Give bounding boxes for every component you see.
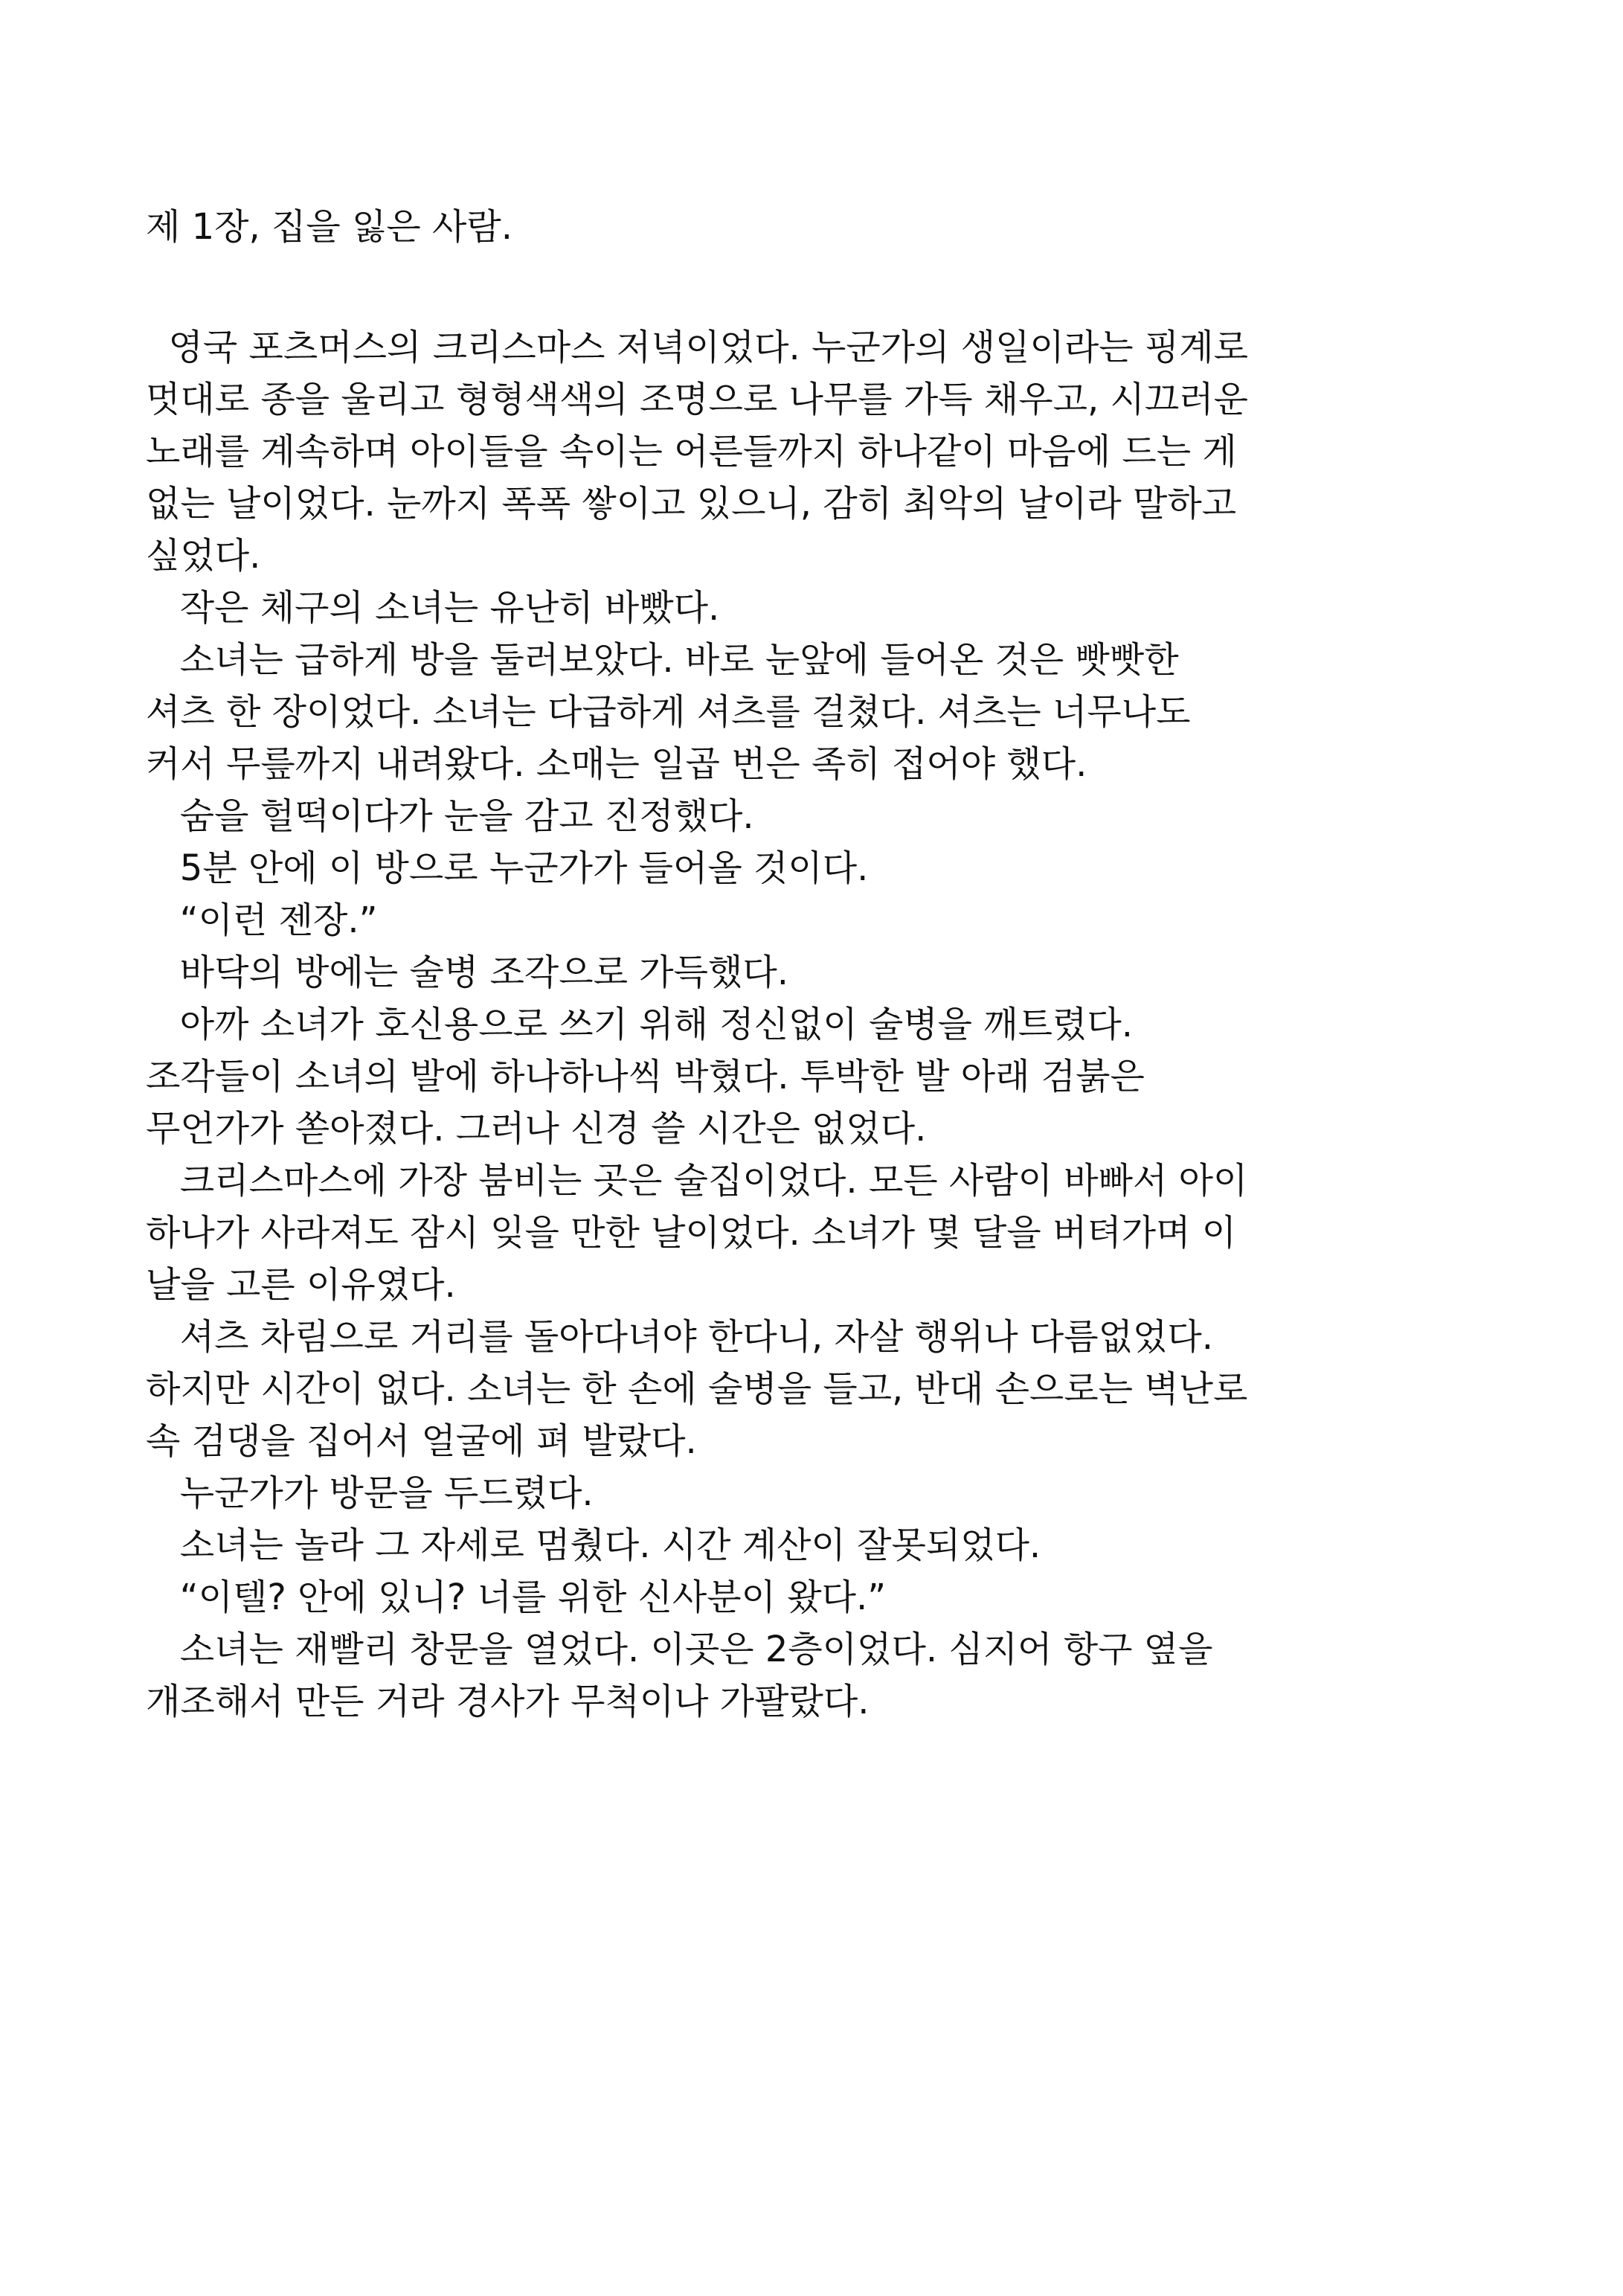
- text-line: 커서 무릎까지 내려왔다. 소매는 일곱 번은 족히 접어야 했다.: [146, 743, 1087, 785]
- text-line: 영국 포츠머스의 크리스마스 저녁이었다. 누군가의 생일이라는 핑계로: [146, 327, 1248, 368]
- text-line: 하나가 사라져도 잠시 잊을 만한 날이었다. 소녀가 몇 달을 버텨가며 이: [146, 1212, 1237, 1254]
- text-line: 작은 체구의 소녀는 유난히 바빴다.: [146, 587, 720, 629]
- text-line: 개조해서 만든 거라 경사가 무척이나 가팔랐다.: [146, 1681, 870, 1722]
- text-line: 날을 고른 이유였다.: [146, 1264, 456, 1306]
- text-line: 크리스마스에 가장 붐비는 곳은 술집이었다. 모든 사람이 바빠서 아이: [146, 1160, 1248, 1202]
- text-line: 바닥의 방에는 술병 조각으로 가득했다.: [146, 952, 788, 993]
- chapter-body: [146, 321, 1507, 1728]
- text-line: 노래를 계속하며 아이들을 속이는 어른들까지 하나같이 마음에 드는 게: [146, 431, 1237, 472]
- text-line: 속 검댕을 집어서 얼굴에 펴 발랐다.: [146, 1420, 697, 1462]
- text-line: 누군가가 방문을 두드렸다.: [146, 1472, 594, 1514]
- text-line: 셔츠 한 장이었다. 소녀는 다급하게 셔츠를 걸쳤다. 셔츠는 너무나도: [146, 691, 1191, 733]
- text-line: 아까 소녀가 호신용으로 쓰기 위해 정신없이 술병을 깨트렸다.: [146, 1004, 1134, 1045]
- text-line: 셔츠 차림으로 거리를 돌아다녀야 한다니, 자살 행위나 다름없었다.: [146, 1316, 1214, 1358]
- text-line: 5분 안에 이 방으로 누군가가 들어올 것이다.: [146, 847, 869, 889]
- text-line: 없는 날이었다. 눈까지 폭폭 쌓이고 있으니, 감히 최악의 날이라 말하고: [146, 483, 1237, 525]
- text-line: 조각들이 소녀의 발에 하나하나씩 박혔다. 투박한 발 아래 검붉은: [146, 1056, 1145, 1097]
- text-line: “이텔? 안에 있니? 너를 위한 신사분이 왔다.”: [146, 1577, 887, 1618]
- text-line: 하지만 시간이 없다. 소녀는 한 손에 술병을 들고, 반대 손으로는 벽난로: [146, 1368, 1248, 1410]
- text-line: 숨을 헐떡이다가 눈을 감고 진정했다.: [146, 795, 754, 837]
- text-line: 소녀는 재빨리 창문을 열었다. 이곳은 2층이었다. 심지어 항구 옆을: [146, 1629, 1213, 1670]
- text-line: 싶었다.: [146, 535, 261, 577]
- chapter-title: 제 1장, 집을 잃은 사람.: [146, 206, 513, 248]
- text-line: 소녀는 급하게 방을 둘러보았다. 바로 눈앞에 들어온 것은 빳빳한: [146, 639, 1179, 681]
- text-line: 소녀는 놀라 그 자세로 멈췄다. 시간 계산이 잘못되었다.: [146, 1524, 1041, 1566]
- text-line: “이런 젠장.”: [146, 900, 378, 941]
- text-line: 멋대로 종을 울리고 형형색색의 조명으로 나무를 가득 채우고, 시끄러운: [146, 379, 1248, 420]
- text-line: 무언가가 쏟아졌다. 그러나 신경 쓸 시간은 없었다.: [146, 1108, 927, 1149]
